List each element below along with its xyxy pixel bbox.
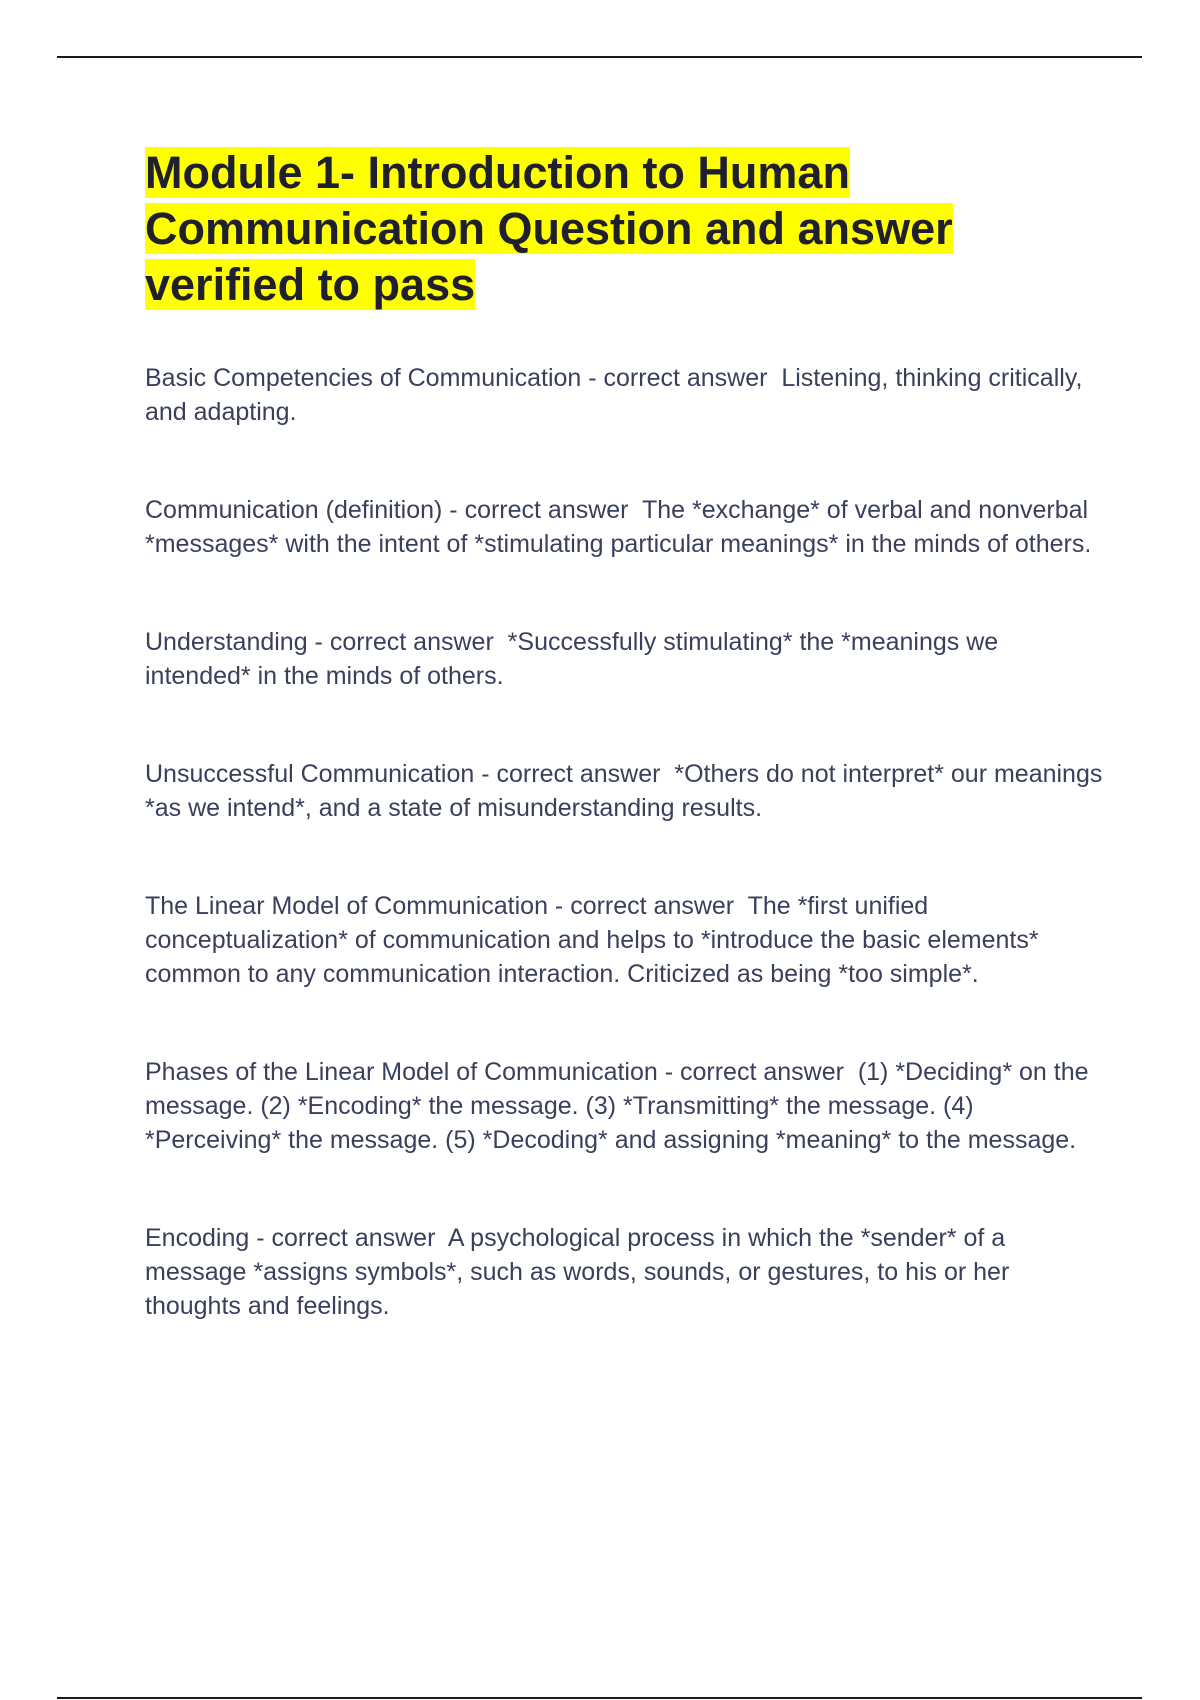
qa-item-communication-definition: Communication (definition) - correct answer The *exchange* of verbal and nonverbal *messages* with the intent of *stimulating particular meanings* in the minds of others.	[145, 496, 1096, 558]
qa-item-unsuccessful-communication: Unsuccessful Communication - correct answer *Others do not interpret* our meanings *as we intend*, and a state of misunderstanding results.	[145, 760, 1110, 822]
title-highlight: Module 1- Introduction to Human Communication Question and answer verified to pass	[145, 147, 953, 310]
qa-list	[145, 361, 1110, 1323]
footer-rule	[57, 1697, 1142, 1699]
qa-item-linear-model: The Linear Model of Communication - correct answer The *first unified conceptualization* of communication and helps to *introduce the basic elements* common to any communication interaction. Criticized as being *too simple*.	[145, 892, 1046, 988]
document-title	[145, 145, 1105, 313]
qa-item-basic-competencies: Basic Competencies of Communication - correct answer Listening, thinking critically, and adapting.	[145, 364, 1090, 426]
document-body	[145, 145, 1110, 1387]
qa-item-linear-model-phases: Phases of the Linear Model of Communication - correct answer (1) *Deciding* on the message. (2) *Encoding* the message. (3) *Transmitting* the message. (4) *Perceiving* the message. (5) *Decoding* and assigning *meaning* to the message.	[145, 1058, 1096, 1154]
header-rule	[57, 56, 1142, 58]
qa-item-encoding: Encoding - correct answer A psychological process in which the *sender* of a message *assigns symbols*, such as words, sounds, or gestures, to his or her thoughts and feelings.	[145, 1224, 1017, 1320]
qa-item-understanding: Understanding - correct answer *Successfully stimulating* the *meanings we intended* in the minds of others.	[145, 628, 1006, 690]
